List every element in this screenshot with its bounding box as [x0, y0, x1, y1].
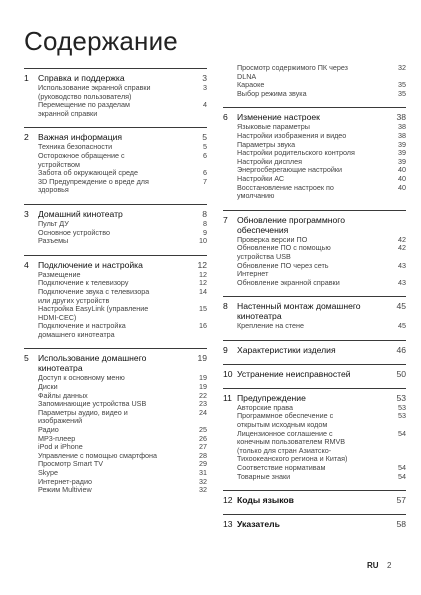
- toc-section: [223, 388, 406, 481]
- footer-page-number: 2: [387, 561, 392, 570]
- toc-entry-page: 5: [203, 142, 207, 152]
- toc-entry-page: 32: [398, 63, 406, 72]
- toc-entry-page: 35: [398, 80, 406, 90]
- toc-entry-page: 22: [199, 390, 207, 400]
- toc-entry-page: 32: [199, 476, 207, 486]
- toc-entry-title: Настройки изображения и видео: [237, 130, 347, 140]
- toc-entry[interactable]: [223, 430, 406, 464]
- toc-section-heading[interactable]: [24, 132, 207, 142]
- toc-entry-title: MP3-плеер: [38, 433, 76, 443]
- toc-entry-title: Настройки дисплея: [237, 156, 303, 166]
- toc-entry[interactable]: [223, 184, 406, 201]
- toc-entry-title: Просмотр содержимого ПК через DLNA: [237, 63, 348, 81]
- toc-entry-title: Забота об окружающей среде: [38, 168, 139, 178]
- toc-entry-page: 8: [203, 218, 207, 228]
- toc-entry-page: 19: [199, 382, 207, 392]
- toc-entry-title: Языковые параметры: [237, 122, 310, 132]
- toc-entry-page: 15: [199, 304, 207, 314]
- toc-entry-title: Режим Multiview: [38, 485, 92, 495]
- toc-entry[interactable]: [223, 412, 406, 429]
- toc-entry-page: 39: [398, 148, 406, 158]
- toc-entry-title: Разъемы: [38, 236, 69, 246]
- toc-entry-title: Выбор режима звука: [237, 88, 307, 98]
- toc-entry[interactable]: [223, 262, 406, 279]
- toc-section-heading[interactable]: [223, 301, 406, 321]
- toc-entry[interactable]: [223, 90, 406, 99]
- toc-entry-page: 53: [398, 411, 406, 421]
- toc-section-heading[interactable]: [223, 495, 406, 505]
- toc-entry-title: Восстановление настроек по умолчанию: [237, 182, 334, 201]
- toc-entry[interactable]: [24, 178, 207, 195]
- toc-section-page: 38: [396, 112, 406, 123]
- toc-entry[interactable]: [223, 473, 406, 482]
- toc-entry-page: 39: [398, 139, 406, 149]
- toc-section: [24, 127, 207, 195]
- toc-entry[interactable]: [223, 64, 406, 81]
- toc-entry-page: 4: [203, 100, 207, 110]
- toc-entry-page: 38: [398, 122, 406, 132]
- toc-section-page: 12: [197, 259, 207, 270]
- toc-entry-title: Подключение и настройка домашнего кинотеатра: [38, 321, 126, 339]
- toc-entry-page: 53: [398, 402, 406, 412]
- toc-section-number: 2: [24, 132, 29, 143]
- toc-section-page: 58: [396, 519, 406, 530]
- toc-section-title: Устранение неисправностей: [237, 368, 351, 379]
- toc-entry-title: Проверка версии ПО: [237, 234, 308, 244]
- toc-entry-page: 40: [398, 165, 406, 175]
- toc-entry-title: Пульт ДУ: [38, 218, 69, 228]
- toc-entry-page: 32: [199, 485, 207, 495]
- toc-entry-page: 43: [398, 260, 406, 270]
- toc-section-continued: [223, 64, 406, 98]
- toc-entry-title: Диски: [38, 382, 58, 392]
- toc-entry-page: 42: [398, 243, 406, 253]
- toc-entry-title: 3D Предупреждение о вреде для здоровья: [38, 176, 149, 195]
- toc-entry-title: Параметры звука: [237, 139, 296, 149]
- toc-section-title: Справка и поддержка: [38, 73, 125, 83]
- toc-section-number: 13: [223, 519, 233, 530]
- toc-entry-page: 38: [398, 130, 406, 140]
- toc-section-heading[interactable]: [24, 73, 207, 83]
- toc-section-title: Домашний кинотеатр: [38, 208, 123, 219]
- toc-entry-page: 54: [398, 463, 406, 473]
- toc-left-column: [24, 68, 207, 504]
- toc-section-title: Указатель: [237, 519, 280, 530]
- toc-entry-page: 42: [398, 234, 406, 244]
- toc-entry-page: 23: [199, 399, 207, 409]
- toc-right-column: [223, 63, 406, 538]
- toc-entry-title: Крепление на стене: [237, 321, 304, 331]
- toc-section-heading[interactable]: [24, 260, 207, 270]
- toc-entry-title: Перемещение по разделам экранной справки: [38, 100, 130, 118]
- toc-entry-title: Настройка EasyLink (управление HDMI-CEC): [38, 304, 149, 322]
- toc-entry-page: 54: [398, 471, 406, 481]
- toc-section-page: 19: [197, 353, 207, 364]
- toc-entry-page: 14: [199, 286, 207, 296]
- toc-entry-page: 16: [199, 321, 207, 331]
- toc-entry[interactable]: [223, 322, 406, 331]
- toc-entry[interactable]: [24, 237, 207, 246]
- toc-section-title: Характеристики изделия: [237, 344, 336, 355]
- toc-section-title: Настенный монтаж домашнего кинотеатра: [237, 301, 361, 322]
- toc-section: [223, 210, 406, 288]
- toc-entry-page: 6: [203, 150, 207, 160]
- toc-section: [223, 340, 406, 355]
- toc-entry-title: Радио: [38, 425, 59, 435]
- toc-entry-title: Лицензионное соглашение с конечным пользователем RMVB (только для стран Азиатско- Тихоокеанского региона и Китая): [237, 428, 348, 464]
- toc-section-number: 12: [223, 495, 233, 506]
- toc-section-title: Важная информация: [38, 132, 123, 143]
- toc-entry-page: 12: [199, 278, 207, 288]
- toc-entry-title: Размещение: [38, 269, 81, 279]
- toc-entry-title: Просмотр Smart TV: [38, 459, 104, 469]
- toc-section-heading[interactable]: [223, 345, 406, 355]
- toc-section: [223, 514, 406, 529]
- toc-entry-title: iPod и iPhone: [38, 442, 83, 452]
- toc-section-heading[interactable]: [223, 369, 406, 379]
- toc-entry-title: Подключение звука с телевизора или других устройств: [38, 286, 150, 305]
- toc-entry[interactable]: [24, 288, 207, 305]
- toc-entry-title: Караоке: [237, 80, 265, 90]
- toc-entry[interactable]: [24, 322, 207, 339]
- toc-section-number: 3: [24, 208, 29, 219]
- toc-entry-title: Авторские права: [237, 402, 294, 412]
- toc-entry-page: 10: [199, 236, 207, 246]
- toc-section-page: 8: [202, 208, 207, 219]
- toc-section-number: 10: [223, 368, 233, 379]
- toc-entry[interactable]: [24, 486, 207, 495]
- toc-section-number: 11: [223, 392, 232, 403]
- toc-entry-title: Подключение к телевизору: [38, 278, 129, 288]
- toc-entry-page: 6: [203, 168, 207, 178]
- toc-entry-title: Обновление ПО через сеть Интернет: [237, 260, 329, 279]
- toc-section-page: 50: [396, 368, 406, 379]
- toc-entry-page: 40: [398, 182, 406, 192]
- toc-entry-page: 12: [199, 269, 207, 279]
- toc-entry-page: 3: [203, 83, 207, 92]
- toc-entry[interactable]: [223, 279, 406, 288]
- toc-section-number: 6: [223, 112, 228, 123]
- toc-section-page: 5: [202, 132, 207, 143]
- toc-section-page: 45: [396, 301, 406, 312]
- toc-entry-title: Доступ к основному меню: [38, 373, 125, 383]
- toc-entry-page: 25: [199, 425, 207, 435]
- toc-entry-title: Использование экранной справки (руководство пользователя): [38, 83, 151, 101]
- toc-entry-page: 35: [398, 88, 406, 98]
- toc-section-heading[interactable]: [223, 112, 406, 122]
- toc-entry[interactable]: [24, 101, 207, 118]
- toc-section: [24, 204, 207, 246]
- toc-section-heading[interactable]: [24, 209, 207, 219]
- toc-entry-title: Запоминающие устройства USB: [38, 399, 147, 409]
- toc-entry-title: Управление с помощью смартфона: [38, 450, 157, 460]
- toc-entry-title: Файлы данных: [38, 390, 88, 400]
- toc-entry-title: Обновление экранной справки: [237, 277, 340, 287]
- toc-entry-page: 28: [199, 450, 207, 460]
- toc-section-number: 4: [24, 259, 29, 270]
- toc-entry-page: 24: [199, 407, 207, 417]
- toc-section: [24, 68, 207, 118]
- toc-section-title: Изменение настроек: [237, 112, 320, 123]
- toc-section-number: 5: [24, 353, 29, 364]
- toc-entry-page: 19: [199, 373, 207, 383]
- toc-entry-title: Осторожное обращение с устройством: [38, 150, 125, 169]
- toc-entry-page: 45: [398, 321, 406, 331]
- toc-section-title: Использование домашнего кинотеатра: [38, 353, 147, 374]
- toc-entry-page: 9: [203, 227, 207, 237]
- toc-section: [24, 255, 207, 340]
- toc-section: [223, 364, 406, 379]
- toc-section-number: 1: [24, 73, 29, 83]
- toc-section-title: Подключение и настройка: [38, 259, 143, 270]
- toc-section: [24, 348, 207, 494]
- toc-entry-title: Техника безопасности: [38, 142, 113, 152]
- toc-entry-title: Skype: [38, 468, 58, 477]
- toc-entry-title: Основное устройство: [38, 227, 110, 237]
- toc-section-title: Предупреждение: [237, 392, 306, 403]
- toc-section: [223, 490, 406, 505]
- toc-entry-page: 40: [398, 173, 406, 183]
- toc-entry-page: 54: [398, 428, 406, 438]
- toc-entry-title: Соответствие нормативам: [237, 463, 326, 473]
- toc-section-page: 3: [202, 73, 207, 83]
- toc-section-page: 46: [396, 344, 406, 355]
- toc-section-number: 9: [223, 344, 228, 355]
- toc-section: [223, 296, 406, 331]
- toc-entry[interactable]: [24, 409, 207, 426]
- toc-entry-title: Настройки АС: [237, 173, 285, 183]
- toc-entry-page: 39: [398, 156, 406, 166]
- toc-section-title: Обновление программного обеспечения: [237, 214, 345, 235]
- toc-section-heading[interactable]: [223, 519, 406, 529]
- toc-entry-title: Товарные знаки: [237, 471, 291, 481]
- toc-entry-title: Обновление ПО с помощью устройства USB: [237, 243, 331, 261]
- toc-entry-page: 43: [398, 277, 406, 287]
- toc-section-heading[interactable]: [223, 393, 406, 403]
- toc-entry[interactable]: [24, 84, 207, 101]
- toc-section-number: 7: [223, 214, 228, 225]
- page-title: Содержание: [24, 26, 178, 56]
- toc-entry-page: 26: [199, 433, 207, 443]
- toc-entry-page: 29: [199, 459, 207, 469]
- toc-section-number: 8: [223, 301, 228, 312]
- toc-entry-page: 7: [203, 176, 207, 186]
- toc-entry[interactable]: [24, 305, 207, 322]
- toc-section-page: 53: [396, 392, 406, 403]
- toc-entry-title: Настройки родительского контроля: [237, 148, 355, 158]
- toc-entry-page: 27: [199, 442, 207, 452]
- toc-entry[interactable]: [24, 152, 207, 169]
- footer-language-code: RU: [367, 561, 379, 570]
- toc-entry-title: Параметры аудио, видео и изображений: [38, 407, 128, 426]
- toc-section-heading[interactable]: [24, 353, 207, 373]
- toc-entry-title: Энергосберегающие настройки: [237, 165, 343, 175]
- toc-entry-title: Программное обеспечение с открытым исходным кодом: [237, 411, 334, 430]
- toc-section-title: Коды языков: [237, 495, 294, 506]
- toc-entry[interactable]: [223, 244, 406, 261]
- toc-entry-title: Интернет-радио: [38, 476, 92, 486]
- toc-section-heading[interactable]: [223, 215, 406, 235]
- toc-section-page: 57: [396, 495, 406, 506]
- toc-section: [223, 107, 406, 200]
- toc-entry-page: 31: [199, 468, 207, 477]
